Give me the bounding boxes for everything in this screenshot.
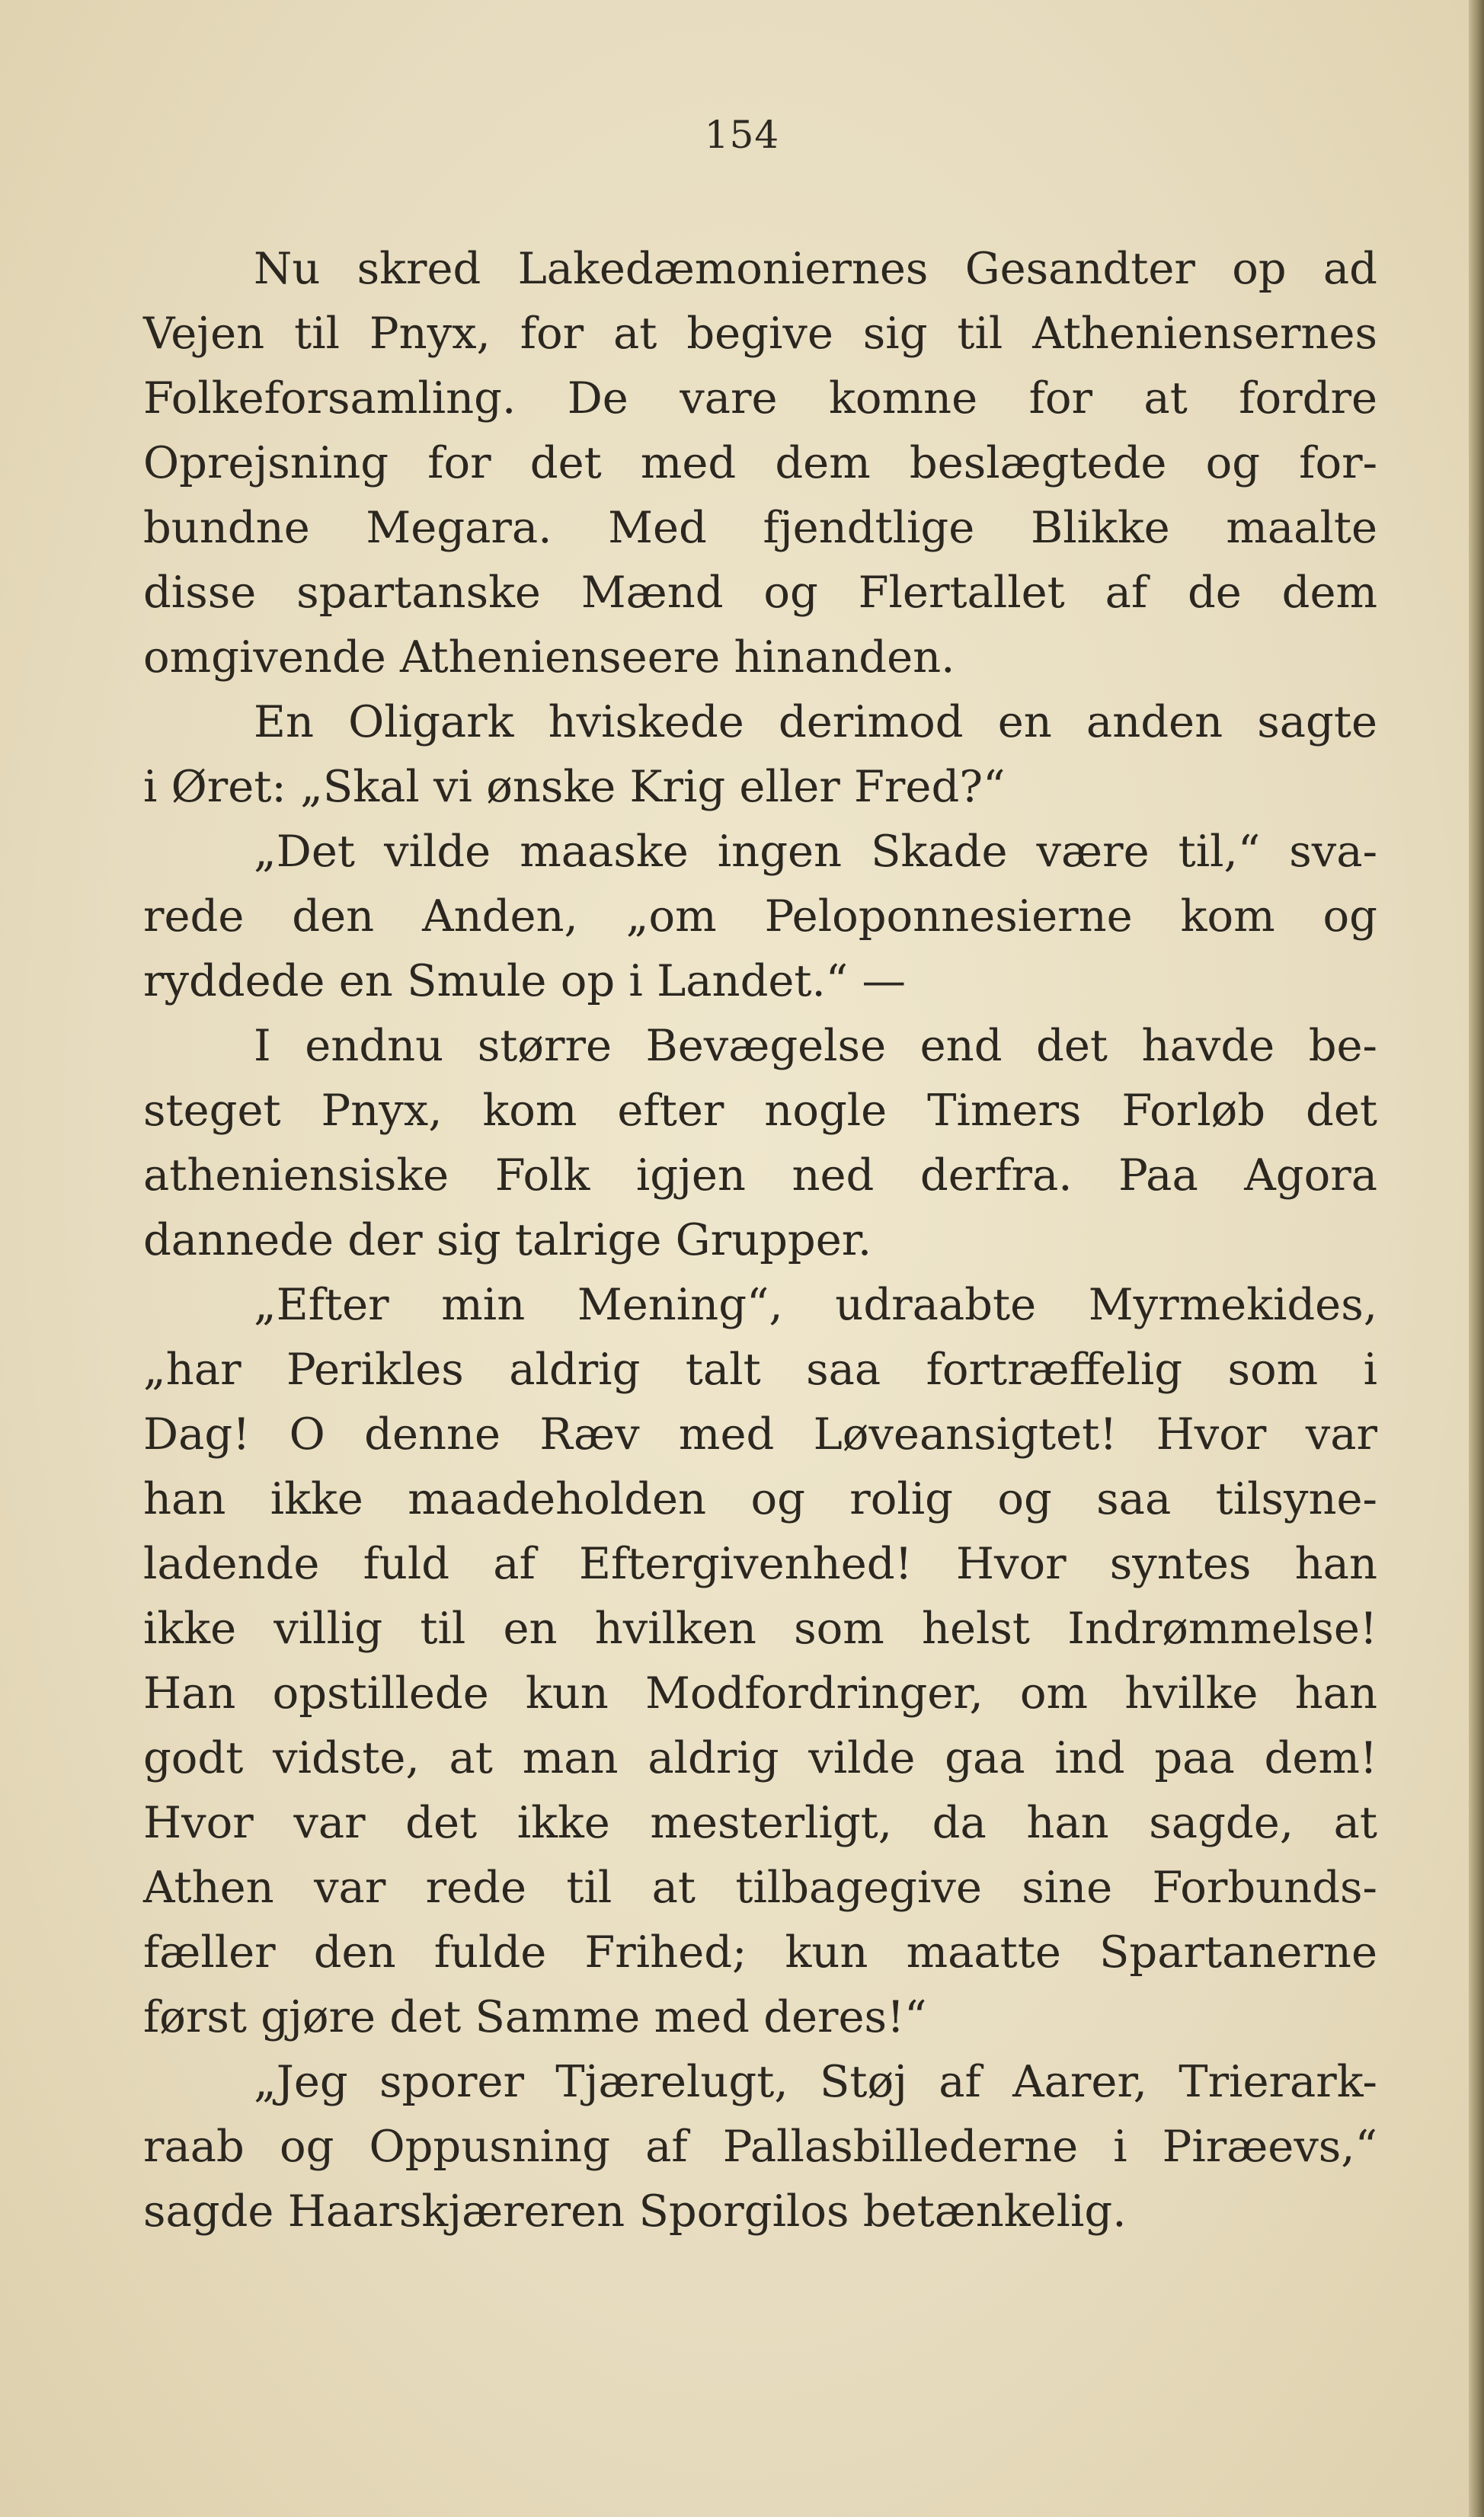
text-line: raab og Oppusning af Pallasbillederne i Piræevs,“ <box>143 2121 1377 2172</box>
text-line: ryddede en Smule op i Landet.“ — <box>143 955 906 1006</box>
text-line: ikke villig til en hvilken som helst Indrømmelse! <box>143 1603 1377 1654</box>
text-line: omgivende Athenienseere hinanden. <box>143 632 955 683</box>
text-line: først gjøre det Samme med deres!“ <box>143 1991 927 2042</box>
text-line: i Øret: „Skal vi ønske Krig eller Fred?“ <box>143 761 1006 812</box>
text-line: Vejen til Pnyx, for at begive sig til Atheniensernes <box>143 308 1377 359</box>
text-line: rede den Anden, „om Peloponnesierne kom og <box>143 891 1377 942</box>
text-line: „har Perikles aldrig talt saa fortræffelig som i <box>143 1344 1377 1395</box>
text-line: Hvor var det ikke mesterligt, da han sagde, at <box>143 1797 1377 1848</box>
text-line: atheniensiske Folk igjen ned derfra. Paa Agora <box>143 1150 1377 1201</box>
text-line: ladende fuld af Eftergivenhed! Hvor syntes han <box>143 1538 1377 1589</box>
text-line: steget Pnyx, kom efter nogle Timers Forløb det <box>143 1085 1377 1136</box>
text-line: Nu skred Lakedæmoniernes Gesandter op ad <box>254 243 1377 294</box>
text-line: I endnu større Bevægelse end det havde be- <box>254 1020 1377 1071</box>
text-line: „Det vilde maaske ingen Skade være til,“ sva- <box>254 826 1377 877</box>
text-line: godt vidste, at man aldrig vilde gaa ind paa dem! <box>143 1732 1377 1783</box>
text-line: sagde Haarskjæreren Sporgilos betænkelig. <box>143 2186 1127 2237</box>
body-text <box>143 236 1377 2244</box>
text-line: „Efter min Mening“, udraabte Myrmekides, <box>254 1279 1377 1330</box>
text-line: Dag! O denne Ræv med Løveansigtet! Hvor var <box>143 1409 1377 1460</box>
page-number: 154 <box>704 113 780 157</box>
text-line: Oprejsning for det med dem beslægtede og for- <box>143 437 1377 488</box>
text-line: fæller den fulde Frihed; kun maatte Spartanerne <box>143 1927 1377 1978</box>
text-line: „Jeg sporer Tjærelugt, Støj af Aarer, Trierark- <box>254 2056 1377 2107</box>
text-line: Athen var rede til at tilbagegive sine Forbunds- <box>143 1862 1377 1913</box>
text-line: bundne Megara. Med fjendtlige Blikke maalte <box>143 502 1377 553</box>
text-line: Folkeforsamling. De vare komne for at fordre <box>143 373 1377 424</box>
text-line: dannede der sig talrige Grupper. <box>143 1214 872 1265</box>
page-edge-shadow <box>1469 0 1484 2517</box>
text-line: disse spartanske Mænd og Flertallet af de dem <box>143 567 1377 618</box>
text-line: En Oligark hviskede derimod en anden sagte <box>254 696 1377 747</box>
text-line: Han opstillede kun Modfordringer, om hvilke han <box>143 1668 1377 1719</box>
text-line: han ikke maadeholden og rolig og saa tilsyne- <box>143 1473 1377 1524</box>
